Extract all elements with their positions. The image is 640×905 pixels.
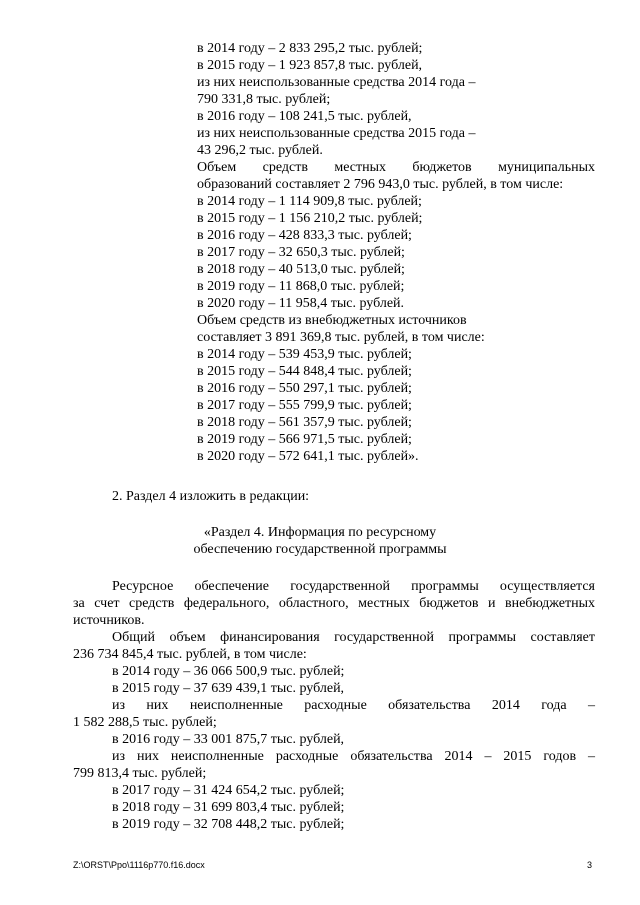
text-line: в 2018 году – 40 513,0 тыс. рублей;	[197, 262, 405, 277]
text-line: в 2014 году – 2 833 295,2 тыс. рублей;	[197, 41, 423, 56]
paragraph-line: за счет средств федерального, областного, местных бюджетов и внебюджетных	[73, 596, 595, 611]
text-line: в 2016 году – 428 833,3 тыс. рублей;	[197, 228, 412, 243]
paragraph-line: Ресурсное обеспечение государственной программы осуществляется	[112, 579, 595, 594]
text-line: в 2020 году – 11 958,4 тыс. рублей.	[197, 296, 405, 311]
year-line: из них неисполненные расходные обязательства 2014 года –	[112, 698, 595, 713]
text-line: в 2016 году – 550 297,1 тыс. рублей;	[197, 381, 412, 396]
text-line: Объем средств из внебюджетных источников	[197, 313, 467, 328]
year-line: в 2018 году – 31 699 803,4 тыс. рублей;	[112, 800, 345, 815]
year-line: 799 813,4 тыс. рублей;	[73, 766, 207, 781]
section-heading: «Раздел 4. Информация по ресурсному	[203, 525, 437, 540]
text-line: в 2015 году – 1 156 210,2 тыс. рублей;	[197, 211, 423, 226]
text-line: образований составляет 2 796 943,0 тыс. рублей, в том числе:	[197, 177, 564, 192]
section-item-2: 2. Раздел 4 изложить в редакции:	[112, 489, 310, 504]
page-number: 3	[587, 860, 593, 870]
text-line: 43 296,2 тыс. рублей.	[197, 143, 323, 158]
paragraph-line: 236 734 845,4 тыс. рублей, в том числе:	[73, 647, 307, 662]
section-heading: обеспечению государственной программы	[193, 542, 447, 557]
text-line: в 2017 году – 32 650,3 тыс. рублей;	[197, 245, 405, 260]
text-line: Объем средств местных бюджетов муниципальных	[197, 160, 595, 175]
year-line: в 2014 году – 36 066 500,9 тыс. рублей;	[112, 664, 345, 679]
year-line: в 2015 году – 37 639 439,1 тыс. рублей,	[112, 681, 345, 696]
year-line: в 2019 году – 32 708 448,2 тыс. рублей;	[112, 817, 345, 832]
text-line: в 2019 году – 566 971,5 тыс. рублей;	[197, 432, 412, 447]
year-line: в 2017 году – 31 424 654,2 тыс. рублей;	[112, 783, 345, 798]
text-line: в 2015 году – 1 923 857,8 тыс. рублей,	[197, 58, 423, 73]
text-line: в 2015 году – 544 848,4 тыс. рублей;	[197, 364, 412, 379]
paragraph-line: источников.	[73, 613, 145, 628]
text-line: в 2019 году – 11 868,0 тыс. рублей;	[197, 279, 405, 294]
year-line: из них неисполненные расходные обязательства 2014 – 2015 годов –	[112, 749, 595, 764]
paragraph-line: Общий объем финансирования государственной программы составляет	[112, 630, 595, 645]
text-line: в 2018 году – 561 357,9 тыс. рублей;	[197, 415, 412, 430]
text-line: в 2014 году – 1 114 909,8 тыс. рублей;	[197, 194, 422, 209]
footer-file-path: Z:\ORST\Ppo\1116p770.f16.docx	[73, 860, 205, 870]
text-line: 790 331,8 тыс. рублей;	[197, 92, 331, 107]
year-line: 1 582 288,5 тыс. рублей;	[73, 715, 217, 730]
text-line: из них неиспользованные средства 2014 года –	[197, 75, 476, 90]
text-line: в 2017 году – 555 799,9 тыс. рублей;	[197, 398, 412, 413]
year-line: в 2016 году – 33 001 875,7 тыс. рублей,	[112, 732, 345, 747]
text-line: в 2016 году – 108 241,5 тыс. рублей,	[197, 109, 412, 124]
text-line: в 2020 году – 572 641,1 тыс. рублей».	[197, 449, 419, 464]
text-line: в 2014 году – 539 453,9 тыс. рублей;	[197, 347, 412, 362]
text-line: из них неиспользованные средства 2015 года –	[197, 126, 476, 141]
text-line: составляет 3 891 369,8 тыс. рублей, в том числе:	[197, 330, 485, 345]
